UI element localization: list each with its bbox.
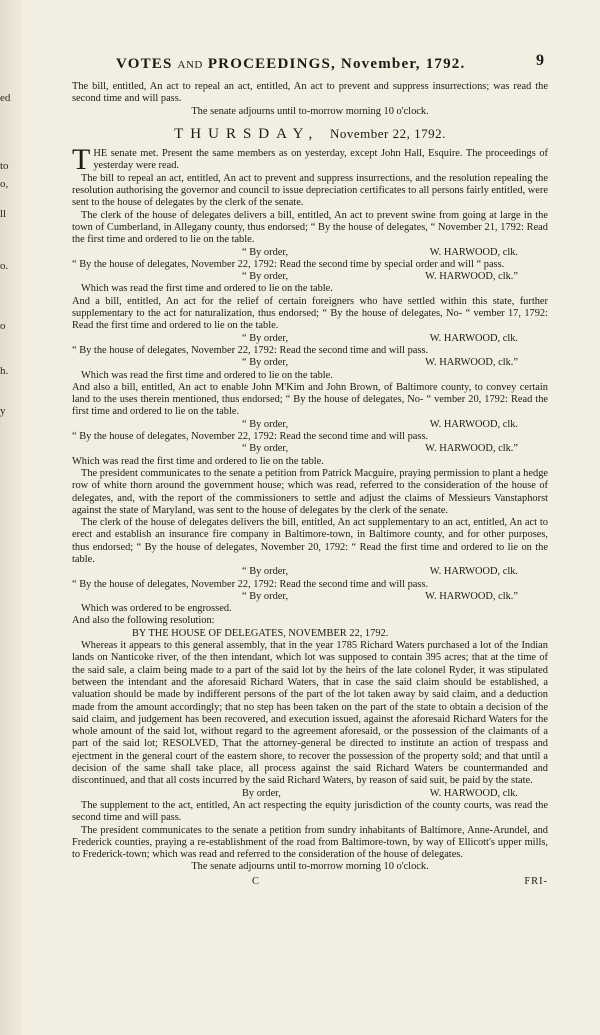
clerk-signature: W. HARWOOD, clk.” — [425, 271, 518, 283]
proceedings-paragraph: “ By the house of delegates, November 22, 1792: Read the second time and will pass. — [72, 578, 429, 590]
gutter-fragment: ll — [0, 208, 7, 220]
by-order: “ By order, — [242, 271, 289, 283]
paragraph-text: HE senate met. Present the same members as on yesterday, except John Hall, Esquire. The proceedings of yesterday were read. — [93, 148, 548, 172]
proceedings-paragraph: Whereas it appears to this general assembly, that in the year 1785 Richard Waters purchased a lot of the Indian lands on Nanticoke river, of the then intendant, which lot was supposed to contain 395 acres; that at the time of the said sale, a claim being made to a part of the said lot by the heirs of the late colonel Ryder, it was stipulated between the intendant and the aforesaid Richard Waters, that in case the said claim should be established, a valuation should be made by indifferent persons of the part of the lot taken away by said claim, and a deduction made from the amount accordingly; that no step has been taken on the part of the state to obtain a decision of the said claim, and judgement has been recovered, and execution issued, against the aforesaid Richard Waters for the whole amount of the said lot, without regard to the agreement aforesaid, or the possession of the claimants of a part of the said lot; RESOLVED, That the attorney-general be directed to institute an action of trespass and ejectment in the general court of the eastern shore, to recover the possession of the property sold; and that until a decision of the same shall take place, all process against the said Richard Waters be countermanded and discontinued, and that all costs incurred by the said Richard Waters, by reason of said suit, be paid by the state. — [72, 640, 548, 787]
proceedings-paragraph: “ By the house of delegates, November 22, 1792: Read the second time and will pass. — [72, 431, 429, 443]
gutter-fragment: o — [0, 320, 6, 332]
day-weekday: THURSDAY, — [174, 125, 320, 142]
signature-line — [72, 788, 548, 800]
running-header — [72, 52, 548, 81]
by-order: “ By order, — [242, 246, 289, 258]
intro-adjourn: The senate adjourns until to-morrow morning 10 o'clock. — [191, 105, 429, 117]
signature-line — [72, 333, 548, 345]
proceedings-paragraph: The clerk of the house of delegates delivers the bill, entitled, An act supplementary to an act, entitled, An act to erect and establish an insurance fire company in Baltimore-town, in Baltimore county, and for other purposes, thus endorsed; “ By the house of delegates, November 20, 1792: “ Read the first time and ordered to lie on the table. — [72, 517, 548, 565]
proceedings-paragraph: Which was read the first time and ordered to lie on the table. — [72, 455, 324, 467]
clerk-signature: W. HARWOOD, clk. — [429, 418, 518, 430]
proceedings-paragraph: The president communicates to the senate a petition from sundry inhabitants of Baltimore, Anne-Arundel, and Frederick counties, praying a re-establishment of the road from Baltimore-town, by way of Ellicott's upper mills, to Frederick-town; which was read and referred to the consideration of the house of delegates. — [72, 824, 548, 861]
clerk-signature: W. HARWOOD, clk.” — [425, 443, 518, 455]
gutter-fragment: h. — [0, 365, 9, 377]
drop-cap: T — [72, 143, 91, 177]
signature-mark: C — [252, 875, 259, 887]
document-page — [72, 52, 548, 888]
proceedings-paragraph — [72, 143, 548, 177]
proceedings-paragraph: The clerk of the house of delegates delivers a bill, entitled, An act to prevent swine from going at large in the town of Cumberland, in Allegany county, thus endorsed; “ By the house of delegates, “ November 21, 1792: Read the first time and ordered to lie on the table. — [72, 209, 548, 246]
title-proceedings: PROCEEDINGS, November, 1792. — [207, 56, 466, 72]
day-heading — [72, 125, 548, 142]
day-date: November 22, 1792. — [330, 125, 446, 141]
title-and: AND — [177, 59, 203, 71]
clerk-signature: W. HARWOOD, clk.” — [425, 357, 518, 369]
header-title — [116, 58, 465, 71]
signature-line — [72, 566, 548, 578]
clerk-signature: W. HARWOOD, clk.” — [425, 590, 518, 602]
clerk-signature: W. HARWOOD, clk. — [429, 246, 518, 258]
adjournment-line: The senate adjourns until to-morrow morning 10 o'clock. — [191, 861, 429, 873]
by-order: “ By order, — [242, 443, 289, 455]
gutter-fragment: y — [0, 405, 6, 417]
page-number: 9 — [536, 52, 544, 69]
signature-line — [72, 419, 548, 431]
proceedings-paragraph: “ By the house of delegates, November 22, 1792: Read the second time and will pass. — [72, 344, 429, 356]
signature-line — [72, 591, 548, 603]
proceedings-paragraph: Which was read the first time and ordered to lie on the table. — [81, 283, 333, 295]
gutter-fragment: ed — [0, 92, 11, 104]
by-order: “ By order, — [242, 590, 289, 602]
signature-line — [72, 247, 548, 259]
proceedings-body — [72, 143, 548, 874]
proceedings-paragraph: The bill to repeal an act, entitled, An act to prevent and suppress insurrections, and the resolution repealing the resolution authorising the governor and council to issue depreciation certificates to all persons fairly entitled, were sent to the house of delegates by the clerk of the senate. — [72, 172, 548, 209]
clerk-signature: W. HARWOOD, clk. — [429, 787, 518, 799]
clerk-signature: W. HARWOOD, clk. — [429, 332, 518, 344]
gutter-fragment: to — [0, 160, 9, 172]
gutter-fragment: o. — [0, 260, 9, 272]
signature-line — [72, 443, 548, 455]
by-order: By order, — [242, 787, 281, 799]
proceedings-paragraph: Which was read the first time and ordered to lie on the table. — [81, 369, 333, 381]
proceedings-paragraph: And also a bill, entitled, An act to enable John M'Kim and John Brown, of Baltimore county, to convey certain land to the uses therein mentioned, thus endorsed; “ By the house of delegates, No- “ vember 20, 1792: Read the first time and ordered to lie on the table. — [72, 381, 548, 418]
by-order: “ By order, — [242, 357, 289, 369]
title-votes: VOTES — [116, 56, 173, 72]
signature-line — [72, 357, 548, 369]
proceedings-paragraph: “ By the house of delegates, November 22, 1792: Read the second time by special order and will “ pass. — [72, 258, 505, 270]
catchword: FRI- — [524, 875, 548, 887]
proceedings-paragraph: And a bill, entitled, An act for the relief of certain foreigners who have settled within this state, further supplementary to the act for naturalization, thus endorsed; “ By the house of delegates, No- “ vember 17, 1792: Read the first time and ordered to lie on the table. — [72, 295, 548, 332]
proceedings-paragraph: The president communicates to the senate a petition from Patrick Macguire, praying permission to plant a hedge row of white thorn around the government house; which was read, referred to the consideration of the house of delegates, and, with the report of the commissioners to settle and adjust the claims of Messieurs Vanstaphorst against the state of Maryland, was sent to the house of delegates by the clerk of the senate. — [72, 467, 548, 516]
by-order: “ By order, — [242, 418, 289, 430]
facing-page-gutter — [0, 0, 22, 1035]
by-order: “ By order, — [242, 332, 289, 344]
proceedings-paragraph: Which was ordered to be engrossed. — [81, 603, 232, 615]
intro-paragraph: The bill, entitled, An act to repeal an act, entitled, An act to prevent and suppress insurrections; was read the second time and will pass. — [72, 81, 548, 105]
signature-line — [72, 271, 548, 283]
clerk-signature: W. HARWOOD, clk. — [429, 566, 518, 578]
page-footer — [72, 876, 548, 888]
resolution-heading: BY THE HOUSE OF DELEGATES, NOVEMBER 22, 1792. — [132, 627, 389, 639]
gutter-fragment: o, — [0, 178, 9, 190]
proceedings-paragraph: The supplement to the act, entitled, An act respecting the equity jurisdiction of the county courts, was read the second time and will pass. — [72, 799, 548, 824]
proceedings-paragraph: And also the following resolution: — [72, 615, 215, 627]
by-order: “ By order, — [242, 566, 289, 578]
